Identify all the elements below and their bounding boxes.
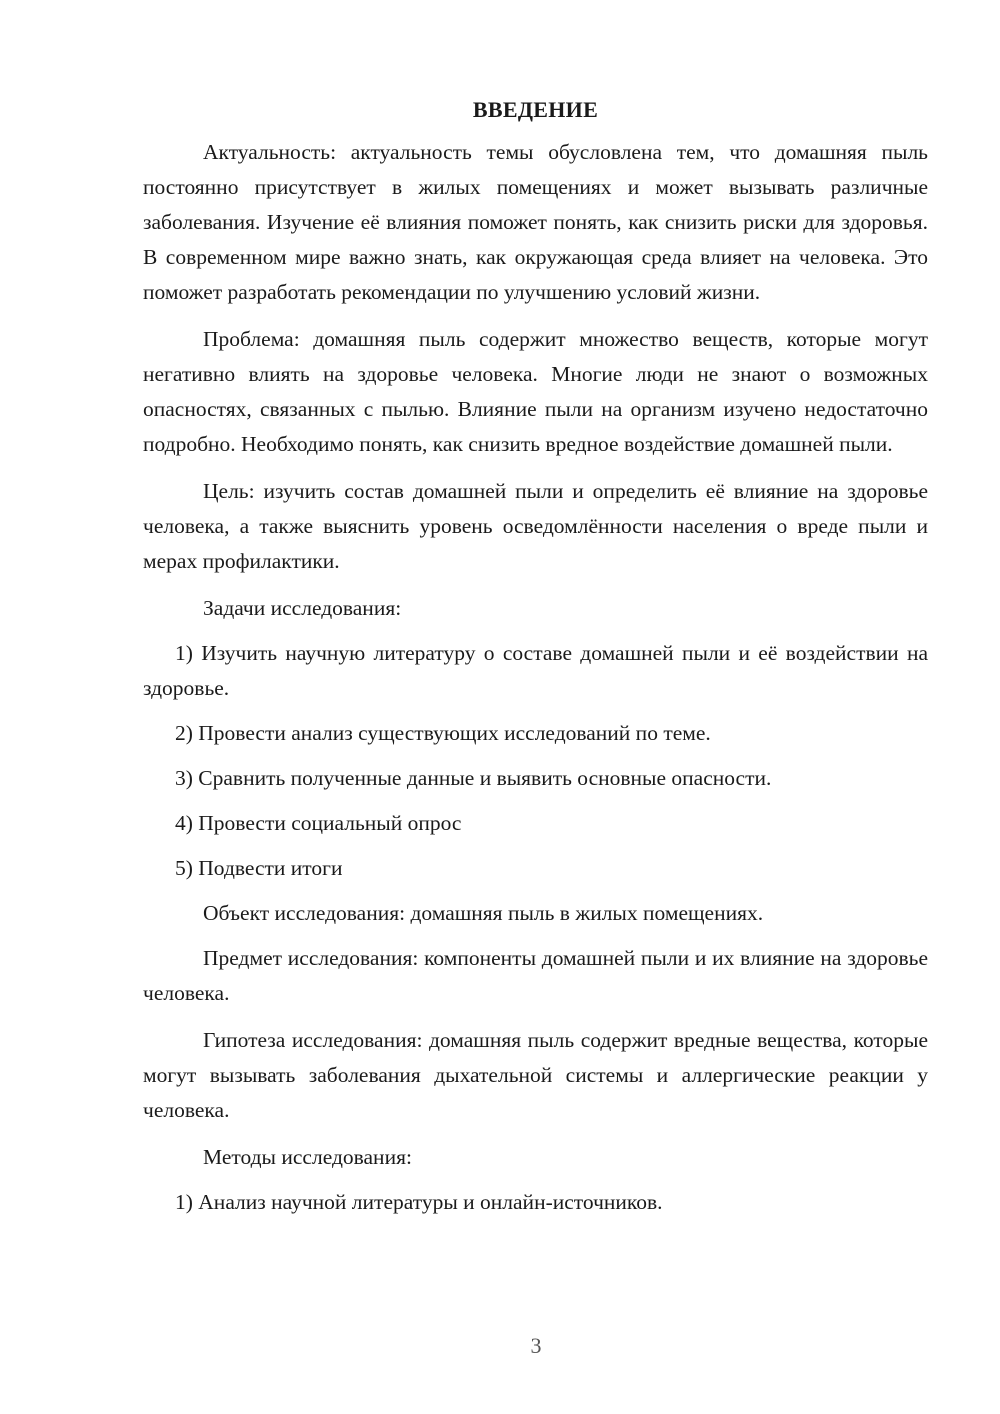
paragraph-goal: Цель: изучить состав домашней пыли и определить её влияние на здоровье человека, а также выяснить уровень осведомлённости населения о вреде пыли и мерах профилактики. — [143, 479, 928, 573]
section-heading: ВВЕДЕНИЕ — [472, 97, 599, 122]
task-item-5: 5) Подвести итоги — [175, 856, 343, 880]
document-page — [143, 95, 928, 1230]
page-number: 3 — [530, 1333, 542, 1358]
paragraph-object: Объект исследования: домашняя пыль в жилых помещениях. — [203, 901, 764, 925]
task-item-1: 1) Изучить научную литературу о составе домашней пыли и её воздействии на здоровье. — [143, 641, 928, 700]
tasks-title: Задачи исследования: — [203, 596, 402, 620]
paragraph-hypothesis: Гипотеза исследования: домашняя пыль содержит вредные вещества, которые могут вызывать заболевания дыхательной системы и аллергические реакции у человека. — [143, 1028, 928, 1122]
paragraph-problem: Проблема: домашняя пыль содержит множество веществ, которые могут негативно влиять на здоровье человека. Многие люди не знают о возможных опасностях, связанных с пылью. Влияние пыли на организм изучено недостаточно подробно. Необходимо понять, как снизить вредное воздействие домашней пыли. — [143, 327, 928, 456]
method-item-1: 1) Анализ научной литературы и онлайн-источников. — [175, 1190, 663, 1214]
task-item-2: 2) Провести анализ существующих исследований по теме. — [175, 721, 711, 745]
paragraph-relevance: Актуальность: актуальность темы обусловлена тем, что домашняя пыль постоянно присутствует в жилых помещениях и может вызывать различные заболевания. Изучение её влияния поможет понять, как снизить риски для здоровья. В современном мире важно знать, как окружающая среда влияет на человека. Это поможет разработать рекомендации по улучшению условий жизни. — [143, 140, 928, 304]
methods-title: Методы исследования: — [203, 1145, 412, 1169]
task-item-4: 4) Провести социальный опрос — [175, 811, 462, 835]
paragraph-subject: Предмет исследования: компоненты домашней пыли и их влияние на здоровье человека. — [143, 946, 928, 1005]
task-item-3: 3) Сравнить полученные данные и выявить основные опасности. — [175, 766, 772, 790]
